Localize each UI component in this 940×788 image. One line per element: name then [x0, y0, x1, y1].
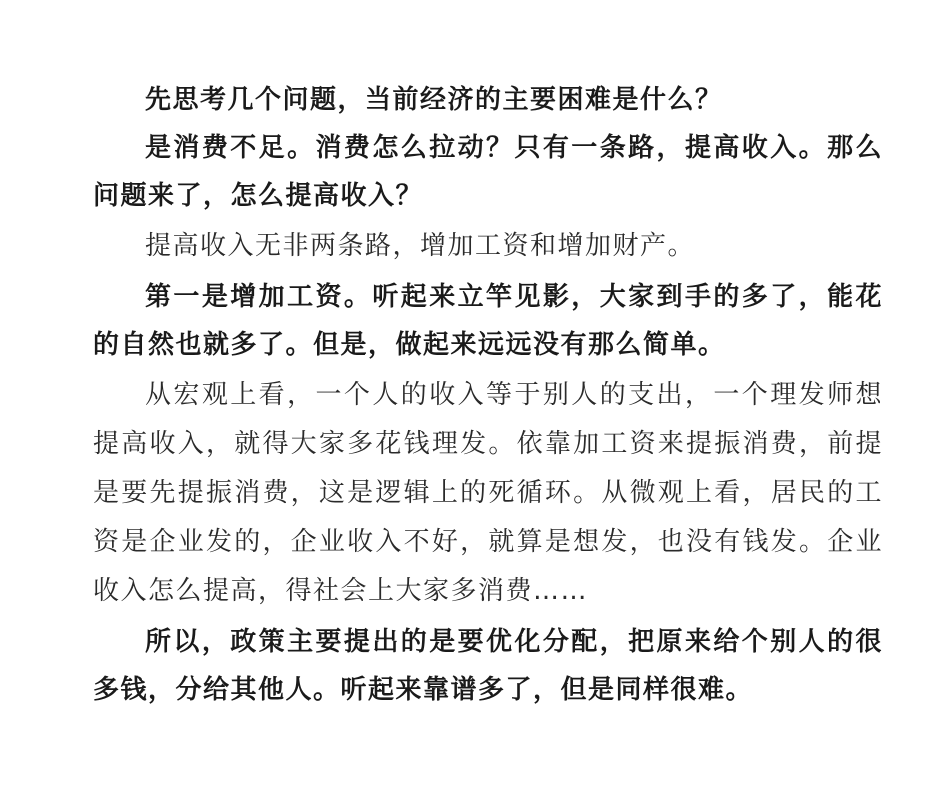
paragraph-distribution: 所以，政策主要提出的是要优化分配，把原来给个别人的很多钱，分给其他人。听起来靠谱多了，但是同样很难。	[93, 627, 883, 705]
paragraph-macro-micro: 从宏观上看，一个人的收入等于别人的支出，一个理发师想提高收入，就得大家多花钱理发。依靠加工资来提振消费，前提是要先提振消费，这是逻辑上的死循环。从微观上看，居民的工资是企业发的，企业收入不好，就算是想发，也没有钱发。企业收入怎么提高，得社会上大家多消费……	[93, 380, 883, 606]
paragraph-two-paths: 提高收入无非两条路，增加工资和增加财产。	[145, 231, 696, 261]
paragraph-raise-wages: 第一是增加工资。听起来立竿见影，大家到手的多了，能花的自然也就多了。但是，做起来远远没有那么简单。	[93, 282, 883, 360]
paragraph-question: 先思考几个问题，当前经济的主要困难是什么？	[145, 85, 723, 115]
article-body	[93, 76, 883, 714]
paragraph-consumption: 是消费不足。消费怎么拉动？只有一条路，提高收入。那么问题来了，怎么提高收入？	[93, 133, 883, 211]
